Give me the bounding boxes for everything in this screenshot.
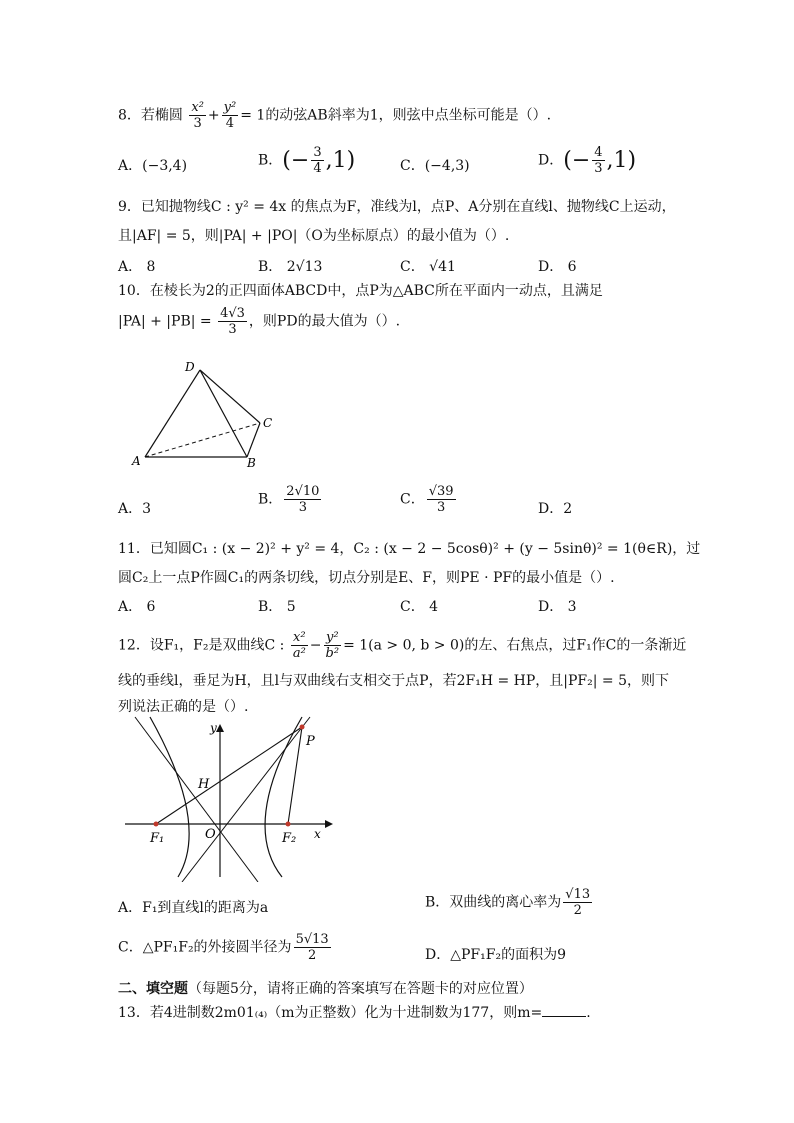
label-h: H [198, 777, 210, 792]
q12-line-1: 12．设F₁，F₂是双曲线C : $\frac{\text{x²}}{\text{a²}}$ − $\frac{\text{y²}}{\text{b²}}$ = 1(a > 0, b > 0)的左、右焦点，过F₁作C的一条渐近 [118, 630, 687, 661]
q8-options [118, 145, 678, 185]
q12-option-a[interactable]: A．F₁到直线l的距离为a [118, 900, 269, 916]
q11-option-d[interactable]: D． 3 [538, 599, 577, 615]
point-p [300, 725, 305, 730]
label-f1: F₁ [150, 831, 165, 846]
q11-line-1: 11．已知圆C₁ : (x − 2)² + y² = 4，C₂ : (x − 2 − 5cosθ)² + (y − 5sinθ)² = 1(θ∈R)，过 [118, 541, 701, 557]
q13-line: 13．若4进制数2m01₍₄₎（m为正整数）化为十进制数为177，则m= . [118, 1005, 591, 1021]
q10-line-1: 10．在棱长为2的正四面体ABCD中，点P为△ABC所在平面内一动点，且满足 [118, 283, 603, 299]
label-f2: F₂ [282, 831, 297, 846]
point-f1 [154, 822, 159, 827]
q8-frac-y: $\frac{\text{y²}}{4}$ [223, 100, 237, 131]
section-2-note: （每题5分，请将正确的答案填写在答题卡的对应位置） [188, 981, 533, 997]
q9-option-d[interactable]: D． 6 [538, 259, 577, 275]
label-d: D [185, 360, 195, 374]
q11-option-c[interactable]: C． 4 [400, 599, 439, 615]
q11-line-2: 圆C₂上一点P作圆C₁的两条切线，切点分别是E、F，则PE · PF的最小值是（）. [118, 570, 615, 586]
q12-option-d[interactable]: D．△PF₁F₂的面积为9 [425, 947, 566, 963]
q12-option-b[interactable]: B．双曲线的离心率为 $\frac{√13}{2}$ [425, 887, 591, 918]
label-o: O [205, 827, 216, 842]
q10-options [118, 484, 678, 528]
line-f2-p [288, 727, 302, 824]
asymptote-2 [182, 717, 310, 882]
q11-option-b[interactable]: B． 5 [258, 599, 296, 615]
q8-option-c[interactable]: C．(−4,3) [400, 158, 470, 174]
x-axis-arrow [325, 820, 333, 828]
edge-dc [200, 370, 260, 423]
edge-ac-hidden [145, 423, 260, 457]
q10-option-a[interactable]: A．3 [118, 501, 152, 517]
q9-option-a[interactable]: A． 8 [118, 259, 156, 275]
section-2-heading [118, 978, 533, 998]
label-p: P [306, 734, 315, 749]
q12-line-3: 列说法正确的是（）. [118, 699, 249, 715]
q11-options [118, 596, 678, 626]
q10-option-c[interactable]: C． $\frac{√39}{3}$ [400, 484, 454, 515]
asymptote-1 [135, 717, 258, 882]
q8-stem-post: 的动弦AB斜率为1，则弦中点坐标可能是（）. [265, 107, 552, 124]
section-2-title: 二、填空题 [118, 981, 188, 997]
q8-number: 8． [118, 107, 141, 124]
edge-db [200, 370, 247, 457]
q9-option-c[interactable]: C． √41 [400, 259, 456, 275]
q10-option-b[interactable]: B． $\frac{2√10}{3}$ [258, 484, 320, 515]
q10-line-2: |PA| + |PB| = $\frac{4√3}{3}$ ，则PD的最大值为（）. [118, 306, 401, 337]
q12-option-c[interactable]: C．△PF₁F₂的外接圆半径为 $\frac{5√13}{2}$ [118, 932, 329, 963]
q13-answer-blank[interactable] [542, 1004, 586, 1017]
edge-da [145, 370, 200, 457]
tetrahedron-figure [125, 355, 285, 470]
label-y: y [210, 721, 217, 735]
label-a: A [132, 454, 141, 468]
q8-option-a[interactable]: A．(−3,4) [118, 158, 188, 174]
q9-option-b[interactable]: B． 2√13 [258, 259, 323, 275]
point-f2 [286, 822, 291, 827]
right-branch [265, 717, 302, 877]
q12-line-2: 线的垂线l，垂足为H，且l与双曲线右支相交于点P，若2F₁H = HP，且|PF₂| = 5，则下 [118, 673, 670, 689]
edge-bc [247, 423, 260, 457]
q10-option-d[interactable]: D．2 [538, 501, 573, 517]
hyperbola-figure [120, 712, 340, 882]
q8-frac-x: $\frac{\text{x²}}{3}$ [191, 100, 204, 131]
q8-stem: 8．若椭圆 $\frac{\text{x²}}{3}$ + $\frac{\text{y²}}{4}$ = 1的动弦AB斜率为1，则弦中点坐标可能是（）. [118, 100, 552, 131]
q9-line-2: 且|AF| = 5，则|PA| + |PO|（O为坐标原点）的最小值为（）. [118, 228, 510, 244]
label-b: B [247, 456, 256, 470]
q11-option-a[interactable]: A． 6 [118, 599, 156, 615]
q8-stem-pre: 若椭圆 [140, 107, 183, 124]
label-x: x [314, 827, 321, 841]
q8-option-d[interactable]: D．(− $\frac{4}{3}$ ,1) [538, 145, 637, 176]
q8-option-b[interactable]: B．(− $\frac{3}{4}$ ,1) [258, 145, 356, 176]
q9-line-1: 9．已知抛物线C : y² = 4x 的焦点为F，准线为l，点P、A分别在直线l、抛物线C上运动， [118, 199, 676, 215]
y-axis-arrow [216, 724, 224, 732]
left-branch [150, 717, 189, 877]
label-c: C [263, 416, 273, 430]
